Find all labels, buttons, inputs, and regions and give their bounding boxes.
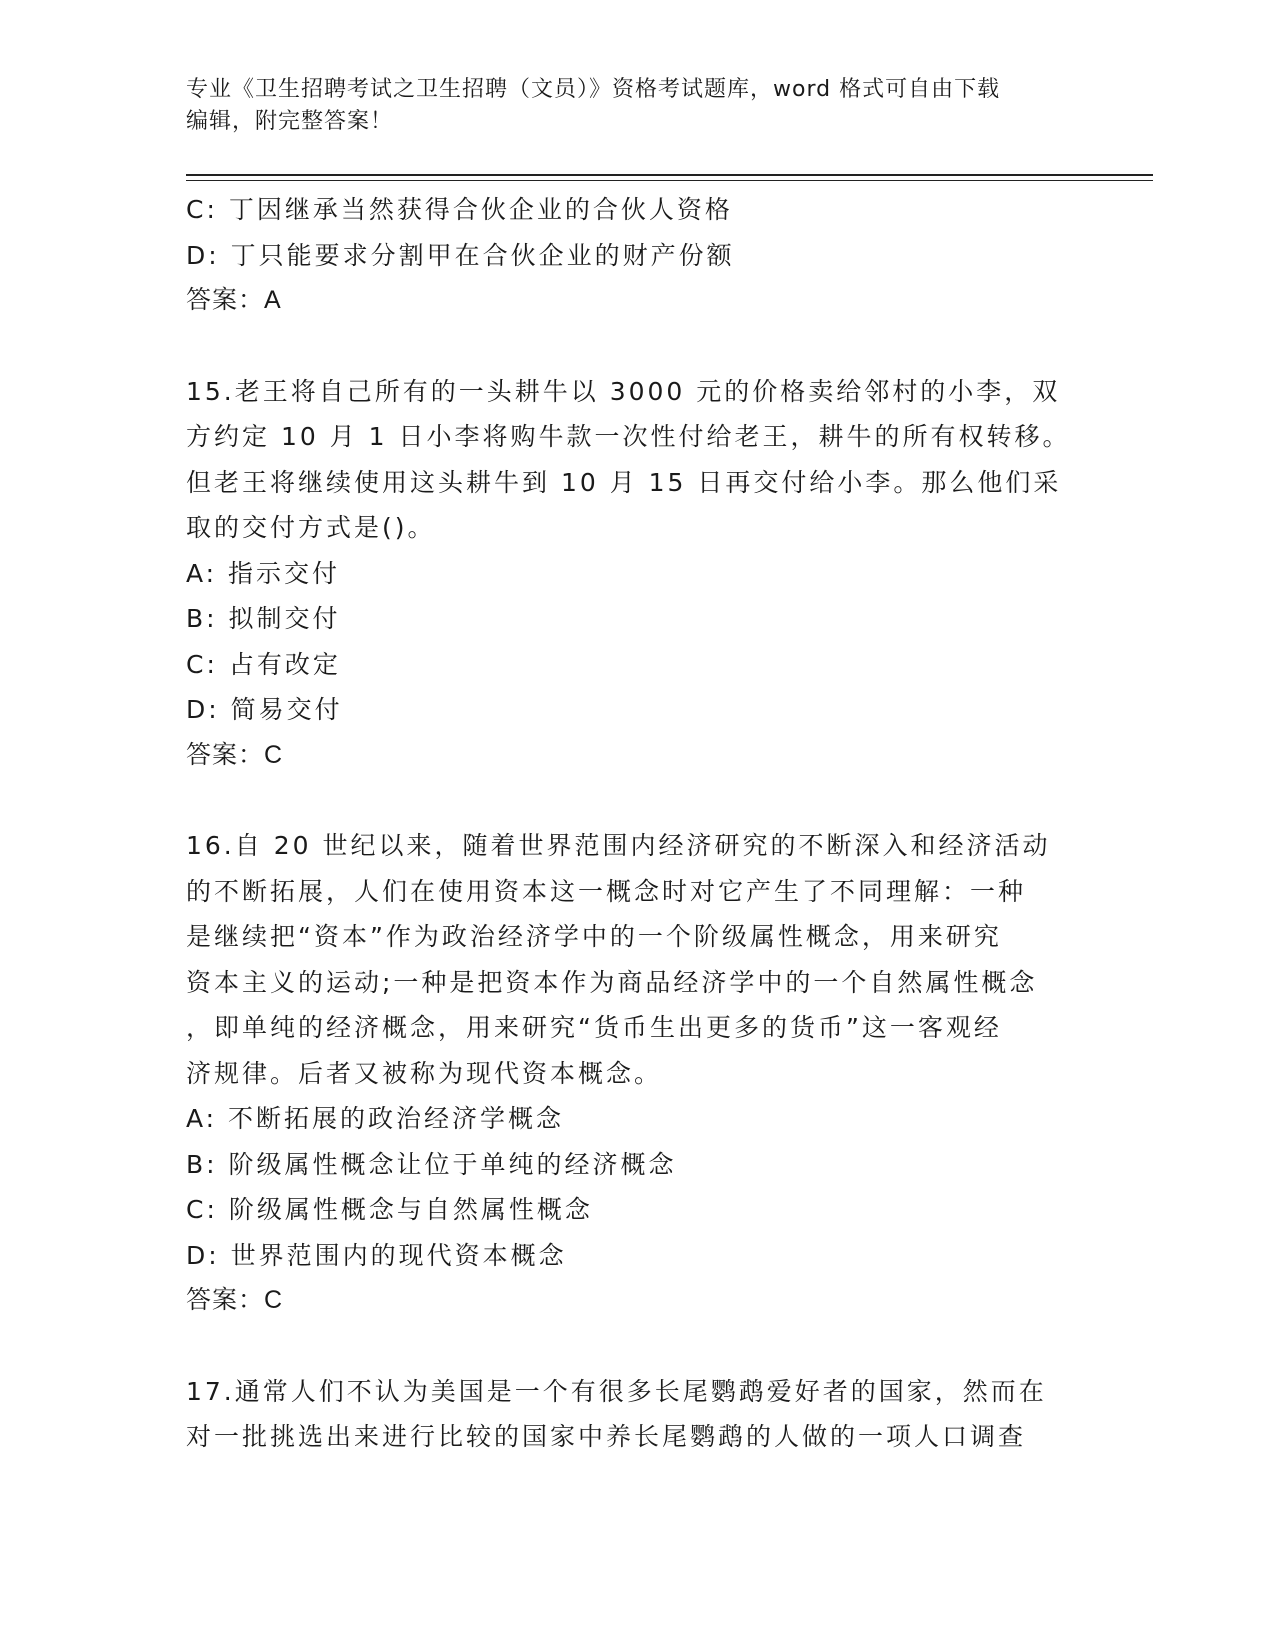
question-16 bbox=[186, 823, 1086, 1324]
option-b: B: 拟制交付 bbox=[186, 604, 341, 633]
option-c: C: 阶级属性概念与自然属性概念 bbox=[186, 1195, 593, 1224]
question-stem-line: 资本主义的运动;一种是把资本作为商品经济学中的一个自然属性概念 bbox=[186, 967, 1038, 997]
question-stem-line: 取的交付方式是()。 bbox=[186, 513, 436, 542]
option-a: A: 不断拓展的政治经济学概念 bbox=[186, 1104, 565, 1133]
question-stem-line: ，即单纯的经济概念，用来研究“货币生出更多的货币”这一客观经 bbox=[186, 1013, 1002, 1042]
option-b: B: 阶级属性概念让位于单纯的经济概念 bbox=[186, 1149, 677, 1179]
question-14-tail bbox=[186, 187, 1086, 324]
question-body bbox=[186, 187, 1086, 1460]
option-c: C: 丁因继承当然获得合伙企业的合伙人资格 bbox=[186, 195, 733, 224]
header-divider-thin bbox=[186, 180, 1153, 181]
header-divider bbox=[186, 174, 1153, 176]
question-stem-line: 16.自 20 世纪以来，随着世界范围内经济研究的不断深入和经济活动 bbox=[186, 831, 1051, 860]
question-stem-line: 15.老王将自己所有的一头耕牛以 3000 元的价格卖给邻村的小李，双 bbox=[186, 376, 1061, 406]
answer-line: 答案：C bbox=[186, 1286, 284, 1314]
question-stem-line: 17.通常人们不认为美国是一个有很多长尾鹦鹉爱好者的国家，然而在 bbox=[186, 1376, 1047, 1406]
question-stem-line: 对一批挑选出来进行比较的国家中养长尾鹦鹉的人做的一项人口调查 bbox=[186, 1422, 1027, 1451]
header-line-1: 专业《卫生招聘考试之卫生招聘（文员）》资格考试题库，word 格式可自由下载 bbox=[186, 77, 1001, 102]
question-17 bbox=[186, 1369, 1086, 1460]
spacer bbox=[186, 324, 1086, 369]
option-c: C: 占有改定 bbox=[186, 649, 341, 679]
header-line-2: 编辑，附完整答案！ bbox=[186, 109, 394, 134]
question-stem-line: 但老王将继续使用这头耕牛到 10 月 15 日再交付给小李。那么他们采 bbox=[186, 467, 1062, 497]
option-d: D: 丁只能要求分割甲在合伙企业的财产份额 bbox=[186, 240, 735, 270]
option-d: D: 世界范围内的现代资本概念 bbox=[186, 1240, 567, 1270]
question-stem-line: 济规律。后者又被称为现代资本概念。 bbox=[186, 1058, 663, 1088]
option-d: D: 简易交付 bbox=[186, 695, 343, 724]
option-a: A: 指示交付 bbox=[186, 558, 341, 588]
page-header bbox=[186, 74, 1086, 138]
answer-line: 答案：A bbox=[186, 286, 282, 314]
question-stem-line: 的不断拓展，人们在使用资本这一概念时对它产生了不同理解：一种 bbox=[186, 876, 1027, 906]
question-stem-line: 是继续把“资本”作为政治经济学中的一个阶级属性概念，用来研究 bbox=[186, 922, 1002, 951]
question-stem-line: 方约定 10 月 1 日小李将购牛款一次性付给老王，耕牛的所有权转移。 bbox=[186, 422, 1071, 451]
answer-line: 答案：C bbox=[186, 740, 284, 769]
spacer bbox=[186, 778, 1086, 823]
question-15 bbox=[186, 369, 1086, 779]
spacer bbox=[186, 1324, 1086, 1369]
